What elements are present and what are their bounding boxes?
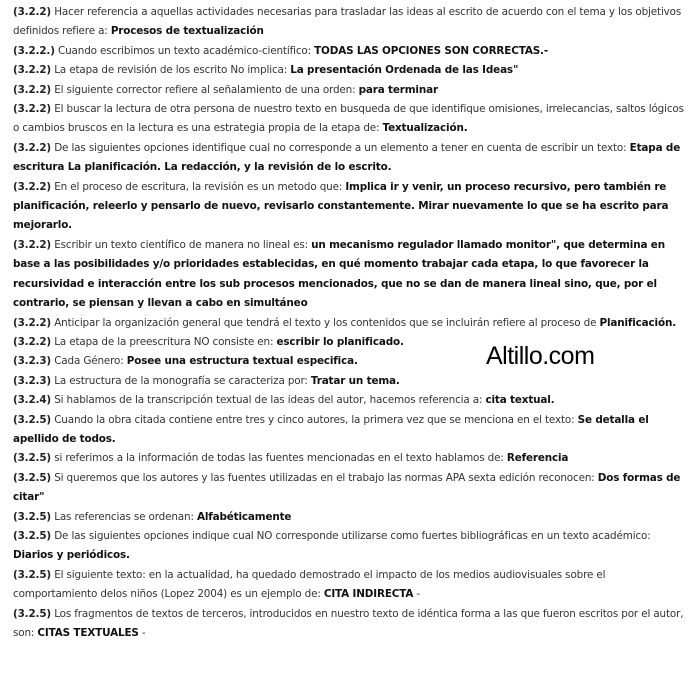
- qa-item: [13, 81, 689, 100]
- item-question: Si queremos que los autores y las fuentes utilizadas en el trabajo las normas APA sexta edición reconocen:: [51, 471, 598, 484]
- item-answer: Etapa de escritura La planificación. La redacción, y la revisión de lo escrito.: [13, 141, 681, 174]
- qa-item: [13, 139, 689, 178]
- qa-item: [13, 236, 689, 314]
- watermark: Altillo.com: [486, 342, 595, 370]
- qa-item: [13, 3, 689, 42]
- item-question: si referimos a la información de todas las fuentes mencionadas en el texto hablamos de:: [51, 452, 507, 465]
- item-code: (3.2.2): [13, 6, 52, 18]
- qa-item: [13, 178, 689, 236]
- item-answer: La presentación Ordenada de las Ideas": [290, 64, 519, 77]
- item-answer: Dos formas de citar": [13, 471, 681, 504]
- qa-item: [13, 42, 689, 61]
- item-tail: -: [413, 588, 421, 601]
- item-question: Anticipar la organización general que tendrá el texto y los contenidos que se incluirán refiere al proceso de: [51, 316, 600, 329]
- item-question: El siguiente corrector refiere al señalamiento de una orden:: [51, 83, 359, 96]
- qa-item: [13, 508, 689, 527]
- item-code: (3.2.4): [13, 394, 52, 407]
- item-question: De las siguientes opciones indique cual NO corresponde utilizarse como fuertes bibliográficas en un texto académico:: [51, 529, 651, 542]
- item-answer: Implica ir y venir, un proceso recursivo, pero también re planificación, releerlo y pensarlo de nuevo, revisarlo constantemente. Mirar nuevamente lo que se ha escrito para mejorarlo.: [13, 180, 669, 232]
- qa-item: [13, 372, 689, 391]
- item-code: (3.2.5): [13, 607, 52, 620]
- item-question: Hacer referencia a aquellas actividades necesarias para trasladar las ideas al escrito de acuerdo con el tema y los objetivos definidos refiere a:: [13, 6, 682, 38]
- item-tail: -: [138, 627, 146, 639]
- item-code: (3.2.5): [13, 510, 52, 523]
- item-answer: Planificación.: [599, 316, 676, 329]
- item-question: El buscar la lectura de otra persona de nuestro texto en busqueda de que identifique omisiones, irrelecancias, saltos lógicos o cambios bruscos en la lectura es una estrategia propia de la etapa de:: [13, 103, 684, 135]
- item-code: (3.2.5): [13, 471, 52, 484]
- item-code: (3.2.2): [13, 335, 52, 348]
- item-question: La etapa de la preescritura NO consiste en:: [51, 335, 277, 348]
- qa-item: [13, 449, 689, 468]
- qa-item: [13, 391, 689, 410]
- item-code: (3.2.2): [13, 64, 52, 77]
- item-code: (3.2.2): [13, 103, 52, 116]
- item-answer: Tratar un tema.: [310, 374, 400, 387]
- item-answer: Textualización.: [382, 122, 468, 135]
- item-answer: un mecanismo regulador llamado monitor", que determina en base a las posibilidades y/o prioridades establecidas, en qué momento trabajar cada etapa, lo que favorecer la recursividad e interacción entre los sub procesos mencionados, que no se dan de manera lineal sino, que, por el contrario, se piensan y llevan a cabo en simultáneo: [13, 238, 665, 310]
- item-answer: CITAS TEXTUALES: [37, 627, 139, 639]
- qa-item: [13, 469, 689, 508]
- qa-document: [13, 3, 689, 643]
- item-code: (3.2.5): [13, 413, 52, 426]
- item-code: (3.2.5): [13, 452, 52, 465]
- item-answer: Alfabéticamente: [196, 510, 292, 523]
- item-question: Cuando la obra citada contiene entre tres y cinco autores, la primera vez que se menciona en el texto:: [51, 413, 578, 426]
- qa-item: [13, 411, 689, 450]
- item-question: Cuando escribimos un texto académico-científico:: [54, 44, 315, 57]
- item-code: (3.2.2): [13, 316, 52, 329]
- qa-item: [13, 566, 689, 605]
- item-code: (3.2.2): [13, 83, 52, 96]
- item-question: En el proceso de escritura, la revisión es un metodo que:: [51, 180, 346, 193]
- qa-item: [13, 100, 689, 139]
- item-answer: cita textual.: [485, 394, 555, 407]
- item-answer: Referencia: [506, 452, 569, 465]
- qa-item: [13, 61, 689, 80]
- item-code: (3.2.3): [13, 374, 52, 387]
- item-answer: TODAS LAS OPCIONES SON CORRECTAS.-: [314, 44, 549, 57]
- item-answer: Se detalla el apellido de todos.: [13, 413, 649, 445]
- qa-item: [13, 527, 689, 566]
- item-code: (3.2.3): [13, 355, 52, 368]
- item-code: (3.2.2): [13, 180, 52, 193]
- item-question: El siguiente texto: en la actualidad, ha quedado demostrado el impacto de los medios audiovisuales sobre el comportamiento delos niños (Lopez 2004) es un ejemplo de:: [13, 568, 606, 601]
- item-answer: Diarios y periódicos.: [13, 549, 130, 562]
- item-answer: para terminar: [358, 83, 438, 96]
- item-answer: escribir lo planificado.: [276, 335, 404, 348]
- item-question: Si hablamos de la transcripción textual de las ideas del autor, hacemos referencia a:: [51, 394, 486, 407]
- item-answer: Procesos de textualización: [110, 25, 264, 38]
- item-question: Cada Género:: [51, 355, 127, 368]
- item-answer: Posee una estructura textual especifica.: [126, 355, 358, 368]
- item-code: (3.2.2): [13, 238, 52, 251]
- item-question: De las siguientes opciones identifique cual no corresponde a un elemento a tener en cuenta de escribir un texto:: [51, 141, 630, 154]
- item-code: (3.2.2.): [13, 44, 55, 57]
- item-code: (3.2.2): [13, 141, 52, 154]
- item-question: Las referencias se ordenan:: [51, 510, 197, 523]
- item-answer: CITA INDIRECTA: [323, 588, 414, 601]
- item-code: (3.2.5): [13, 568, 52, 581]
- item-question: Los fragmentos de textos de terceros, introducidos en nuestro texto de idéntica forma a las que fueron escritos por el autor, son:: [13, 607, 684, 639]
- item-question: La estructura de la monografía se caracteriza por:: [51, 374, 311, 387]
- item-question: Escribir un texto científico de manera no lineal es:: [51, 238, 312, 251]
- item-code: (3.2.5): [13, 529, 52, 542]
- qa-item: [13, 605, 689, 644]
- qa-item: [13, 314, 689, 333]
- item-question: La etapa de revisión de los escrito No implica:: [51, 64, 291, 77]
